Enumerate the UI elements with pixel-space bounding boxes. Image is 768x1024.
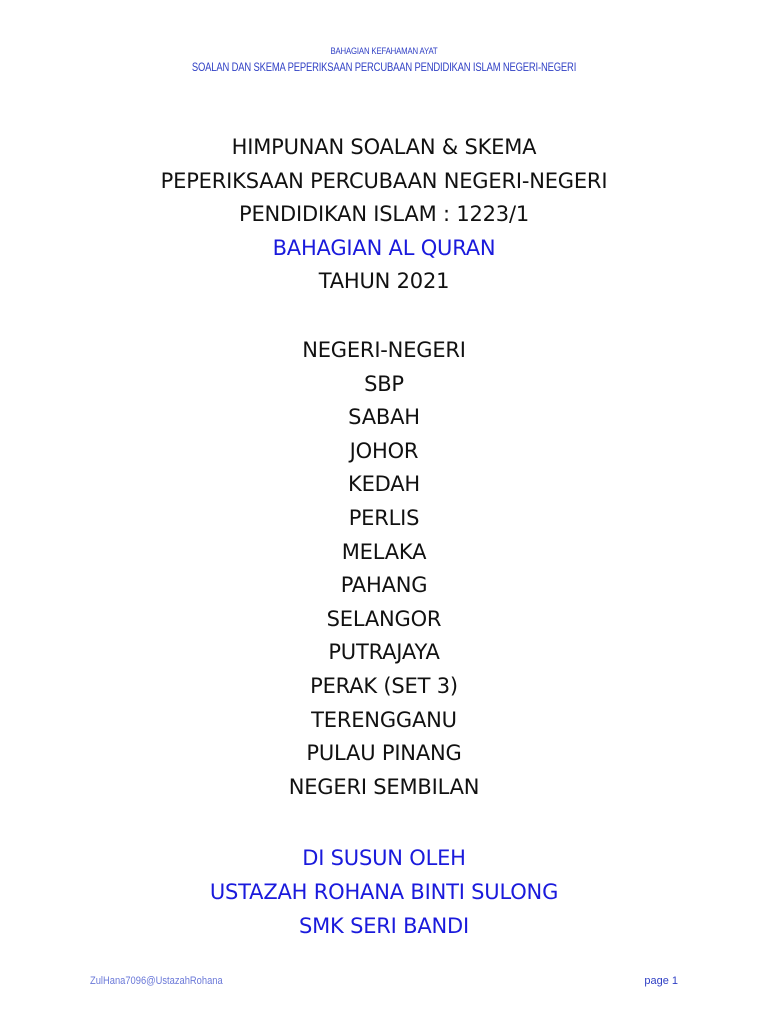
credits-block bbox=[0, 841, 768, 943]
credits-school: SMK SERI BANDI bbox=[299, 914, 469, 938]
credits-line-1: DI SUSUN OLEH bbox=[302, 846, 466, 870]
title-line-3: PENDIDIKAN ISLAM : 1223/1 bbox=[238, 202, 529, 226]
list-item: PUTRAJAYA bbox=[328, 640, 440, 665]
list-item: TERENGGANU bbox=[311, 707, 457, 732]
credits-author: USTAZAH ROHANA BINTI SULONG bbox=[209, 880, 559, 904]
list-item: PERLIS bbox=[348, 505, 420, 530]
list-item: SABAH bbox=[348, 405, 420, 430]
list-item: PULAU PINANG bbox=[306, 741, 462, 766]
header-line-2: SOALAN DAN SKEMA PEPERIKSAAN PERCUBAAN PENDIDIKAN ISLAM NEGERI-NEGERI bbox=[191, 62, 577, 74]
title-block bbox=[0, 131, 768, 299]
list-item: MELAKA bbox=[341, 539, 427, 564]
list-item: KEDAH bbox=[348, 472, 420, 497]
list-item: NEGERI SEMBILAN bbox=[288, 774, 480, 799]
list-item: PERAK (SET 3) bbox=[310, 673, 458, 698]
title-line-1: HIMPUNAN SOALAN & SKEMA bbox=[231, 135, 537, 159]
page-number: page 1 bbox=[644, 975, 678, 987]
list-item: SBP bbox=[364, 371, 404, 396]
title-line-section: BAHAGIAN AL QURAN bbox=[272, 235, 496, 260]
header-line-1: BAHAGIAN KEFAHAMAN AYAT bbox=[330, 46, 438, 57]
title-line-2: PEPERIKSAAN PERCUBAAN NEGERI-NEGERI bbox=[160, 168, 608, 193]
states-list bbox=[0, 334, 768, 804]
footer-author-tag: ZulHana7096@UstazahRohana bbox=[90, 975, 223, 987]
list-item: JOHOR bbox=[349, 438, 419, 463]
title-line-year: TAHUN 2021 bbox=[318, 269, 450, 293]
list-item: NEGERI-NEGERI bbox=[302, 338, 466, 362]
list-item: PAHANG bbox=[340, 573, 428, 598]
list-item: SELANGOR bbox=[326, 606, 442, 631]
page-header bbox=[0, 44, 768, 76]
